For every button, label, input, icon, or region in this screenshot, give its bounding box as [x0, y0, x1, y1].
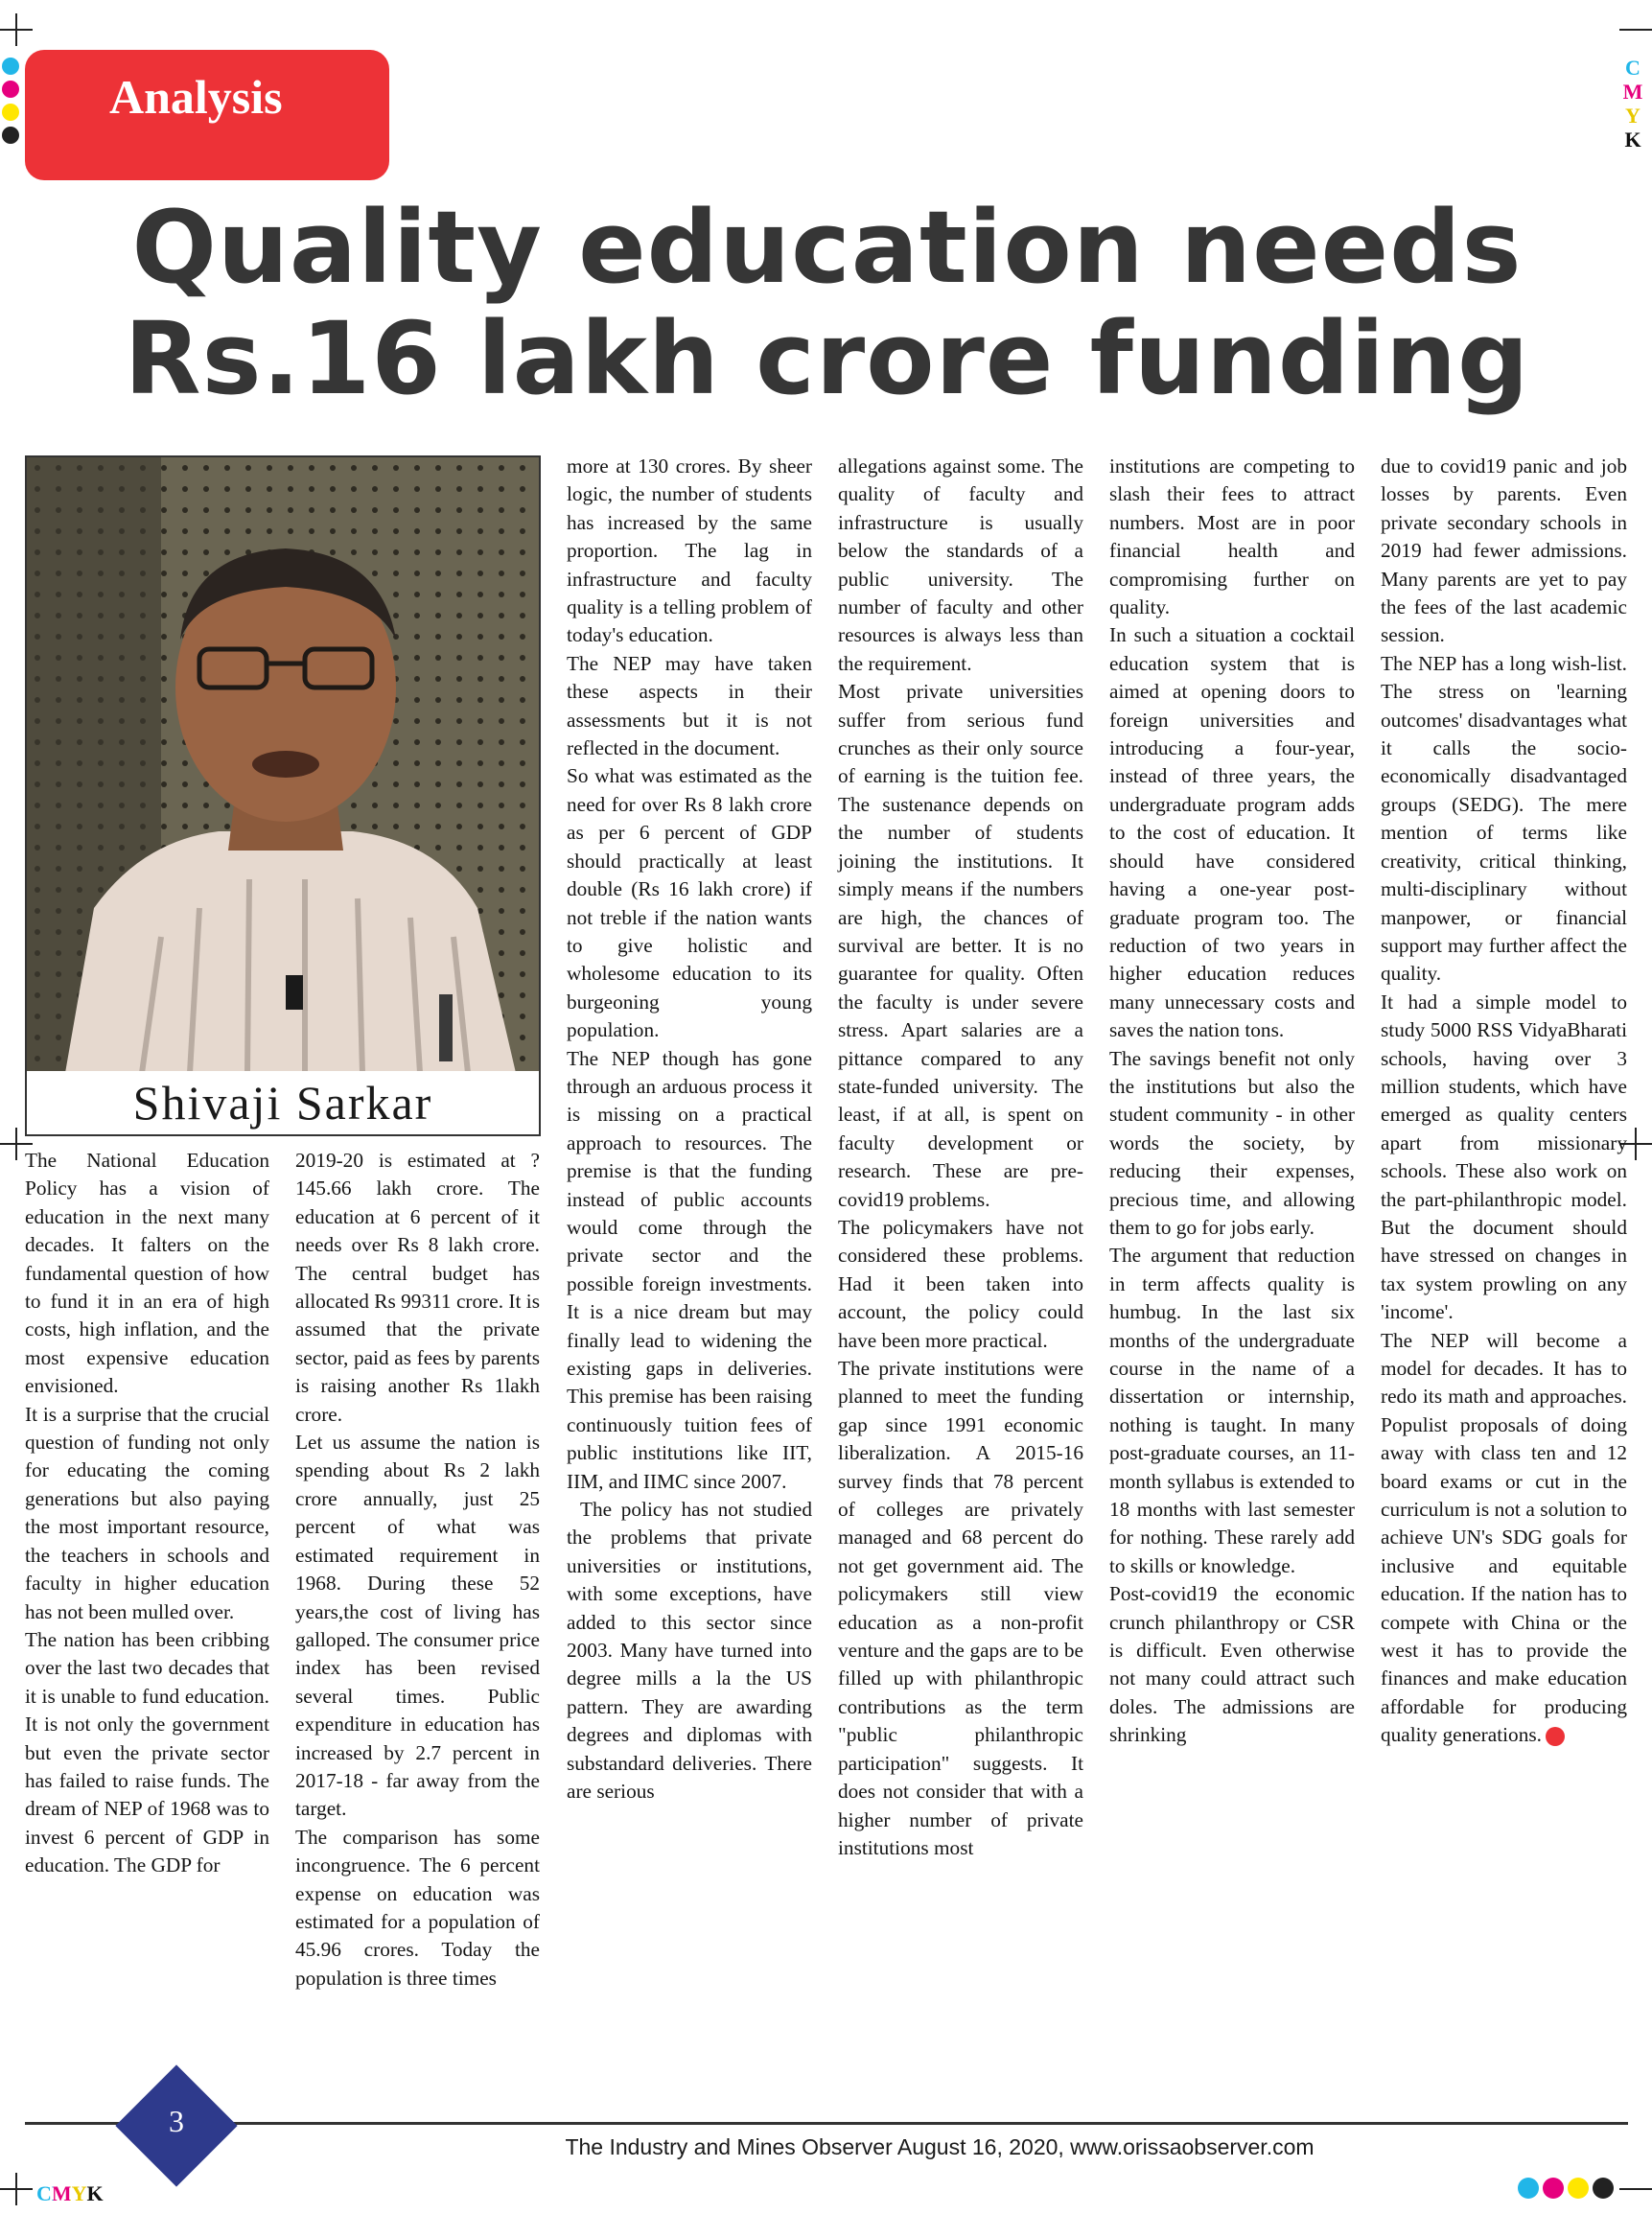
crop-mark-mid-right-v [1635, 1128, 1637, 1160]
article-paragraph: 2019-20 is estimated at ? 145.66 lakh crore. The education at 6 percent of it needs over Rs 8 lakh crore. The central budget has allocated Rs 99311 crore. It is assumed that the private sector, paid as fees by parents is raising another Rs 1lakh crore. [295, 1149, 540, 1426]
article-paragraph: The National Education Policy has a vision of education in the next many decades. It falters on the fundamental question of how to fund it in an era of high costs, high inflation, and the most expensive education envisioned. [25, 1149, 269, 1398]
article-paragraph: The policy has not studied the problems that private universities or institutions, with some exceptions, have added to this sector since 2003. Many have turned into degree mills a la the US pattern. They are awarding degrees and diplomas with substandard deliveries. There are serious [567, 1498, 812, 1804]
cmyk-letter-k: K [1624, 128, 1641, 151]
article-paragraph: The NEP though has gone through an arduous process it is missing on a practical approach to resources. The premise is that the funding instead of public accounts would come through the private sector and the possible foreign investments. It is a nice dream but may finally lead to widening the existing gaps in deliveries. This premise has been raising continuously tuition fees of public institutions like IIT, IIM, and IIMC since 2007. [567, 1046, 812, 1493]
author-name: Shivaji Sarkar [27, 1071, 539, 1134]
article-paragraph: The argument that reduction in term affects quality is humbug. In the last six months of the undergraduate course in the name of a dissertation or internship, nothing is taught. In many post-graduate courses, an 11-month syllabus is extended to 18 months with last semester for nothing. These rarely add to skills or knowledge. [1109, 1244, 1355, 1577]
article-paragraph: The savings benefit not only the institutions but also the student community - in other words the society, by reducing their expenses, precious time, and allowing them to go for jobs early. [1109, 1046, 1355, 1239]
headline-line-2: Rs.16 lakh crore funding [124, 300, 1530, 417]
article-paragraph: The NEP has a long wish-list. The stress on 'learning outcomes' disadvantages what it calls the socio-economically disadvantaged groups (SEDG). The mere mention of terms like creativity, critical thinking, multi-disciplinary without manpower, or financial support may further affect the quality. [1381, 651, 1627, 986]
article-paragraph: The NEP may have taken these aspects in their assessments but it is not reflected in the document. [567, 651, 812, 760]
article-paragraph: more at 130 crores. By sheer logic, the number of students has increased by the same proportion. The lag in infrastructure and faculty quality is a telling problem of today's education. [567, 454, 812, 647]
article-paragraph: The policymakers have not considered these problems. Had it been taken into account, the policy could have been more practical. [838, 1215, 1083, 1352]
article-paragraph: Most private universities suffer from serious fund crunches as their only source of earning is the tuition fee. The sustenance depends on the number of students joining the institutions. It simply means if the numbers are high, the chances of survival are better. It is no guarantee for quality. Often the faculty is under severe stress. Apart salaries are a pittance compared to any state-funded university. The least, if at all, is spent on faculty development or research. These are pre-covid19 problems. [838, 680, 1083, 1211]
registration-dot-yellow [1568, 2178, 1589, 2199]
article-paragraph: It is a surprise that the crucial question of funding not only for educating the coming generations but also paying the most important resource, the teachers in schools and faculty in higher education has not been mulled over. [25, 1402, 269, 1623]
section-label: Analysis [109, 70, 283, 124]
article-paragraph: The nation has been cribbing over the last two decades that it is unable to fund education. It is not only the government but even the private sector has failed to raise funds. The dream of NEP of 1968 was to invest 6 percent of GDP in education. The GDP for [25, 1627, 269, 1877]
headline-line-1: Quality education needs [131, 189, 1523, 306]
article-paragraph: The private institutions were planned to meet the funding gap since 1991 economic liberalization. A 2015-16 survey finds that 78 percent of colleges are privately managed and 68 percent do not get government aid. The policymakers still view education as a non-profit venture and the gaps are to be filled up with philanthropic contributions as the term "public philanthropic participation" suggests. It does not consider that with a higher number of private institutions most [838, 1357, 1083, 1859]
registration-dot-magenta [2, 81, 19, 98]
crop-mark-top-left-v [15, 13, 17, 46]
crop-mark-mid-left-v [15, 1128, 17, 1160]
article-paragraph: Post-covid19 the economic crunch philanthropy or CSR is difficult. Even otherwise not many could attract such doles. The admissions are shrinking [1109, 1582, 1355, 1747]
crop-mark-bottom-left-v [15, 2173, 17, 2205]
cmyk-letter-c: C [1625, 56, 1640, 80]
footer-rule [25, 2122, 1628, 2125]
author-photo-frame [25, 455, 541, 1136]
article-paragraph: So what was estimated as the need for over Rs 8 lakh crore as per 6 percent of GDP should practically at least double (Rs 16 lakh crore) if not treble if the nation wants to give holistic and wholesome education to its burgeoning young population. [567, 764, 812, 1042]
cmyk-label-footer [36, 2181, 104, 2206]
registration-dot-black [1593, 2178, 1614, 2199]
article-paragraph: Let us assume the nation is spending about Rs 2 lakh crore annually, just 25 percent of what was estimated requirement in 1968. During these 52 years,the cost of living has galloped. The consumer price index has been revised several times. Public expenditure in education has increased by 2.7 percent in 2017-18 - far away from the target. [295, 1431, 540, 1821]
registration-dot-yellow [2, 104, 19, 121]
crop-mark-top-right-h [1619, 29, 1652, 31]
crop-mark-bottom-right-h [1619, 2188, 1652, 2190]
headline [29, 189, 1625, 417]
article-paragraph-text: The NEP will become a model for decades. It has to redo its math and approaches. Populist proposals of doing away with class ten and 12 board exams or cut in the curriculum is not a solution to achieve UN's SDG goals for inclusive and equitable education. If the nation has to compete with China or the west it has to provide the finances and make education affordable for producing quality generations. [1381, 1328, 1627, 1747]
section-badge [25, 50, 389, 180]
cmyk-label-vertical [1621, 56, 1644, 151]
article-paragraph [1381, 1327, 1627, 1750]
end-of-article-icon [1546, 1727, 1565, 1746]
article-column-4 [838, 453, 1083, 1862]
cmyk-footer-text: CMYK [36, 2181, 104, 2205]
article-paragraph: due to covid19 panic and job losses by parents. Even private secondary schools in 2019 had fewer admissions. Many parents are yet to pay the fees of the last academic session. [1381, 454, 1627, 647]
author-photo [27, 457, 539, 1073]
article-paragraph: allegations against some. The quality of faculty and infrastructure is usually below the standards of a public university. The number of faculty and other resources is always less than the requirement. [838, 454, 1083, 675]
registration-dot-magenta [1543, 2178, 1564, 2199]
author-portrait-illustration [27, 457, 539, 1073]
article-column-2 [295, 1147, 540, 1993]
registration-dot-cyan [1518, 2178, 1539, 2199]
registration-dots-footer [1518, 2178, 1614, 2199]
page-number: 3 [169, 2104, 184, 2138]
article-paragraph: institutions are competing to slash their fees to attract numbers. Most are in poor financial health and compromising further on quality. [1109, 454, 1355, 619]
article-paragraph: In such a situation a cocktail education system that is aimed at opening doors to foreign universities and introducing a four-year, instead of three years, the undergraduate program adds to the cost of education. It should have considered having a one-year post-graduate program too. The reduction of two years in higher education reduces many unnecessary costs and saves the nation tons. [1109, 623, 1355, 1042]
registration-dot-black [2, 127, 19, 144]
article-column-6 [1381, 453, 1627, 1750]
article-column-3 [567, 453, 812, 1806]
article-paragraph: It had a simple model to study 5000 RSS VidyaBharati schools, having over 3 million students, which have emerged as quality centers apart from missionary schools. These also work on the part-philanthropic model. But the document should have stressed on changes in tax system prowling on any 'income'. [1381, 990, 1627, 1324]
article-column-1 [25, 1147, 269, 1880]
footer-publication-line: The Industry and Mines Observer August 16, 2020, www.orissaobserver.com [565, 2134, 1315, 2159]
article-column-5 [1109, 453, 1355, 1750]
article-paragraph: The comparison has some incongruence. The 6 percent expense on education was estimated for a population of 45.96 crores. Today the population is three times [295, 1825, 540, 1990]
registration-dot-cyan [2, 58, 19, 75]
cmyk-letter-m: M [1622, 80, 1643, 104]
cmyk-letter-y: Y [1625, 104, 1640, 128]
